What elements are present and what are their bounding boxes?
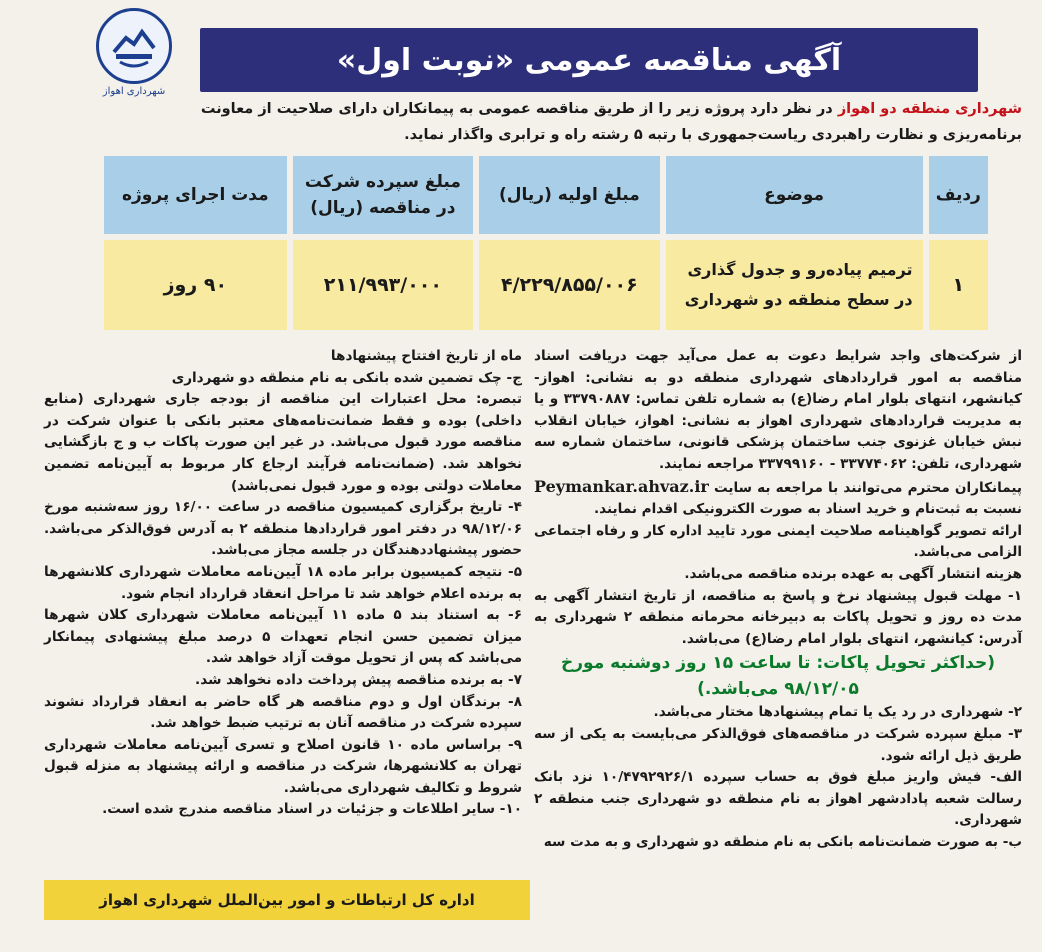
organization-name: شهرداری منطقه دو اهواز [837,101,1022,117]
clause-7: ۷- به برنده مناقصه پیش پرداخت داده نخواهد شد. [195,671,522,688]
clause-10: ۱۰- سایر اطلاعات و جزئیات در اسناد مناقصه مندرج شده است. [102,801,522,818]
municipality-logo [88,8,180,100]
clause-3b: ب- به صورت ضمانت‌نامه بانکی به نام منطقه دو شهرداری و به مدت سه [543,833,1022,850]
clause-3c: ج- چک تضمین شده بانکی به نام منطقه دو شهرداری [171,369,522,386]
website-text-a: پیمانکاران محترم می‌توانند با مراجعه به سایت [708,479,1022,496]
clause-6: ۶- به استناد بند ۵ ماده ۱۱ آیین‌نامه معاملات شهرداری کلان شهرها میزان تضمین حسن انجام تعهدات ۵ درصد مبلغ پیشنهادی پیمانکار می‌باشد که پس از تحویل موقت آزاد خواهد شد. [44,607,522,667]
header-row-number: ردیف [929,156,988,234]
clause-3a: الف- فیش واریز مبلغ فوق به حساب سپرده ۱۰/۴۷۹۲۹۲۶/۱ نزد بانک رسالت شعبه پادادشهر اهواز به نام منطقه دو شهرداری جنب منطقه ۲ شهرداری. [534,769,1022,829]
table-header-row [104,156,988,234]
header-deposit-amount: مبلغ سپرده شرکت در مناقصه (ریال) [293,156,473,234]
cell-duration: ۹۰ روز [104,240,287,330]
safety-certificate-note: ارائه تصویر گواهینامه صلاحیت ایمنی مورد تایید اداره کار و رفاه اجتماعی الزامی می‌باشد. [534,522,1022,561]
intro-paragraph [162,96,1022,148]
intro-text: در نظر دارد پروژه زیر را از طریق مناقصه عمومی به پیمانکاران دارای صلاحیت از معاونت برنامه‌ریزی و نظارت راهبردی ریاست‌جمهوری با رتبه ۵ رشته راه و ترابری واگذار نماید. [200,101,1022,143]
clause-8: ۸- برندگان اول و دوم مناقصه هر گاه حاضر به انعقاد قرارداد نشوند سپرده شرکت در مناقصه آنان به ترتیب ضبط خواهد شد. [44,693,522,732]
website-text-b: نسبت به ثبت‌نام و خرید اسناد به صورت الکترونیکی اقدام نمایند. [593,501,1022,518]
deadline-highlight: (حداکثر تحویل پاکات: تا ساعت ۱۵ روز دوشنبه مورخ ۹۸/۱۲/۰۵ می‌باشد.) [561,653,995,700]
right-column [534,346,1022,853]
clause-4: ۴- تاریخ برگزاری کمیسیون مناقصه در ساعت ۱۶/۰۰ روز سه‌شنبه مورخ ۹۸/۱۲/۰۶ در دفتر امور قراردادها منطقه ۲ به آدرس فوق‌الذکر می‌باشد. حضور پیشنهاددهندگان در جلسه مجاز می‌باشد. [44,499,522,559]
header-duration: مدت اجرای پروژه [104,156,287,234]
logo-emblem-icon [96,8,172,84]
ad-cost-note: هزینه انتشار آگهی به عهده برنده مناقصه می‌باشد. [684,565,1022,582]
website-paragraph [534,476,1022,521]
clause-5: ۵- نتیجه کمیسیون برابر ماده ۱۸ آیین‌نامه معاملات شهرداری کلانشهرها به برنده اعلام خواهد شد تا مراحل انعقاد قرارداد انجام شود. [44,563,522,602]
project-table [98,150,994,336]
cell-deposit-amount: ۲۱۱/۹۹۳/۰۰۰ [293,240,473,330]
header-initial-amount: مبلغ اولیه (ریال) [479,156,659,234]
invitation-paragraph: از شرکت‌های واجد شرایط دعوت به عمل می‌آید جهت دریافت اسناد مناقصه به امور قراردادهای شهرداری منطقه دو به نشانی: اهواز- کیانشهر، انتهای بلوار امام رضا(ع) به شماره تلفن تماس: ۳۳۷۹۰۸۸۷ و یا به مدیریت قراردادهای شهرداری اهواز به نشانی: اهواز، خیابان انقلاب نبش خیابان غزنوی جنب ساختمان پزشکی قانونی، ساختمان شماره سه شهرداری، تلفن: ۳۳۷۷۴۰۶۲ - ۳۳۷۹۹۱۶۰ مراجعه نمایند. [534,348,1022,472]
title-banner [200,28,978,92]
header-subject: موضوع [666,156,923,234]
website-link[interactable]: Peymankar.ahvaz.ir [534,476,709,496]
page-title: آگهی مناقصه عمومی «نوبت اول» [336,42,842,78]
clause-3b-continued: ماه از تاریخ افتتاح پیشنهادها [330,348,522,364]
clause-9: ۹- براساس ماده ۱۰ قانون اصلاح و تسری آیین‌نامه معاملات شهرداری تهران به کلانشهرها، شرکت در مناقصه و ارائه پیشنهاد به منزله قبول شروط و تکالیف شهرداری می‌باشد. [44,736,523,796]
footer-text: اداره کل ارتباطات و امور بین‌الملل شهرداری اهواز [99,891,475,909]
left-column [44,346,522,821]
footer-banner [44,880,530,920]
table-row [104,240,988,330]
clause-1: ۱- مهلت قبول پیشنهاد نرخ و پاسخ به مناقصه، از تاریخ انتشار آگهی به مدت ده روز و تحویل پاکات به دبیرخانه محرمانه منطقه ۲ شهرداری به آدرس: کیانشهر، انتهای بلوار امام رضا(ع) می‌باشد. [534,587,1022,647]
cell-subject: ترمیم پیاده‌رو و جدول گذاری در سطح منطقه دو شهرداری [666,240,923,330]
cell-row-number: ۱ [929,240,988,330]
clause-2: ۲- شهرداری در رد یک یا تمام پیشنهادها مختار می‌باشد. [653,704,1022,721]
note-paragraph: تبصره: محل اعتبارات این مناقصه از بودجه جاری شهرداری (منابع داخلی) بوده و فقط ضمانت‌نامه‌های معتبر بانکی با عنوان شرکت در مناقصه مورد قبول می‌باشد. در غیر این صورت پاکات ب و ج بازگشایی نخواهد شد. (ضمانت‌نامه فرآیند ارجاع کار مربوط به آیین‌نامه تضمین معاملات دولتی بوده و مورد قبول نمی‌باشد) [44,391,522,494]
clause-3: ۳- مبلغ سپرده شرکت در مناقصه‌های فوق‌الذکر می‌بایست به یکی از سه طریق ذیل ارائه شود. [534,725,1022,764]
logo-caption: شهرداری اهواز [102,86,166,97]
cell-initial-amount: ۴/۲۲۹/۸۵۵/۰۰۶ [479,240,659,330]
